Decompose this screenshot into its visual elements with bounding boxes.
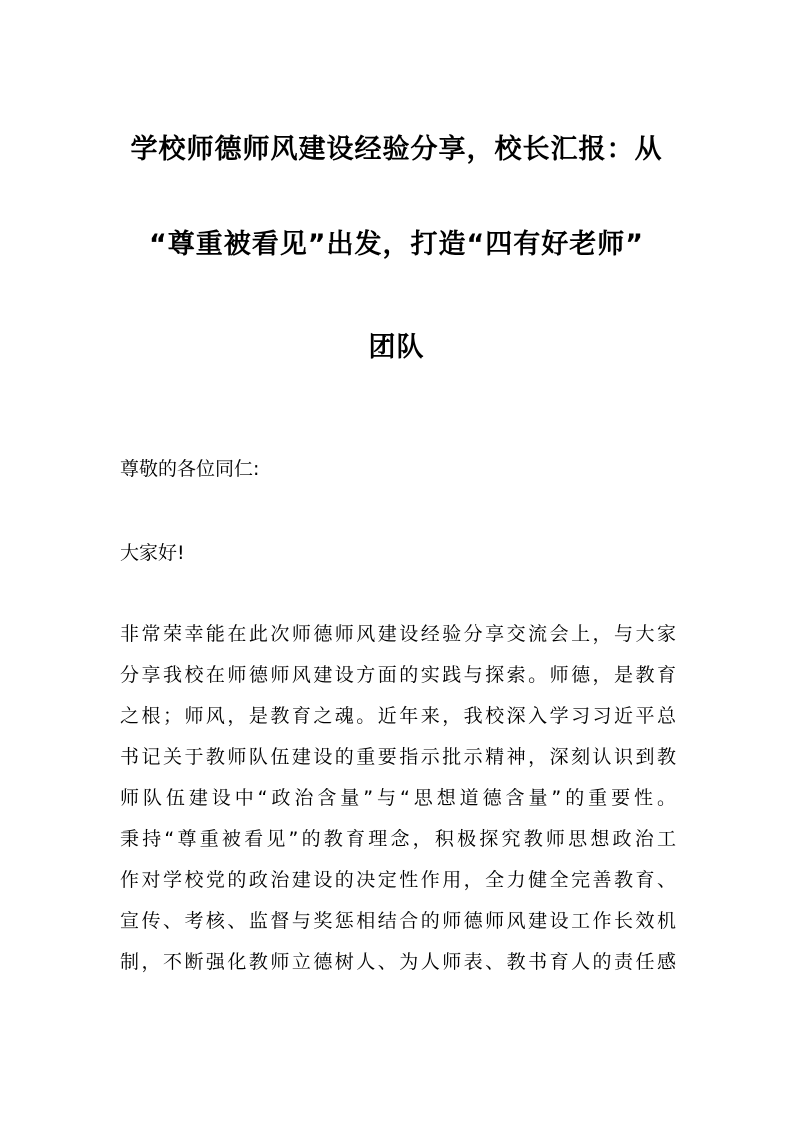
document-title-line-2: “尊重被看见”出发，打造“四有好老师” <box>149 229 644 260</box>
body-line-6: 秉持“尊重被看见”的教育理念，积极探究教师思想政治工 <box>120 828 676 850</box>
body-paragraph <box>120 614 676 983</box>
body-line-8: 宣传、考核、监督与奖惩相结合的师德师风建设工作长效机 <box>120 910 676 932</box>
document-title-line-1: 学校师德师风建设经验分享，校长汇报：从 <box>130 134 663 165</box>
salutation: 尊敬的各位同仁: <box>120 458 260 480</box>
body-line-3: 之根；师风，是教育之魂。近年来，我校深入学习习近平总 <box>120 705 676 727</box>
body-line-5: 师队伍建设中“政治含量”与“思想道德含量”的重要性。 <box>120 787 676 809</box>
body-line-9: 制，不断强化教师立德树人、为人师表、教书育人的责任感 <box>120 951 676 973</box>
body-line-7: 作对学校党的政治建设的决定性作用，全力健全完善教育、 <box>120 869 676 891</box>
greeting: 大家好! <box>120 542 185 564</box>
body-line-2: 分享我校在师德师风建设方面的实践与探索。师德，是教育 <box>120 664 676 686</box>
body-line-1: 非常荣幸能在此次师德师风建设经验分享交流会上，与大家 <box>120 623 676 645</box>
body-line-4: 书记关于教师队伍建设的重要指示批示精神，深刻认识到教 <box>120 746 676 768</box>
document-title-line-3: 团队 <box>368 332 425 363</box>
